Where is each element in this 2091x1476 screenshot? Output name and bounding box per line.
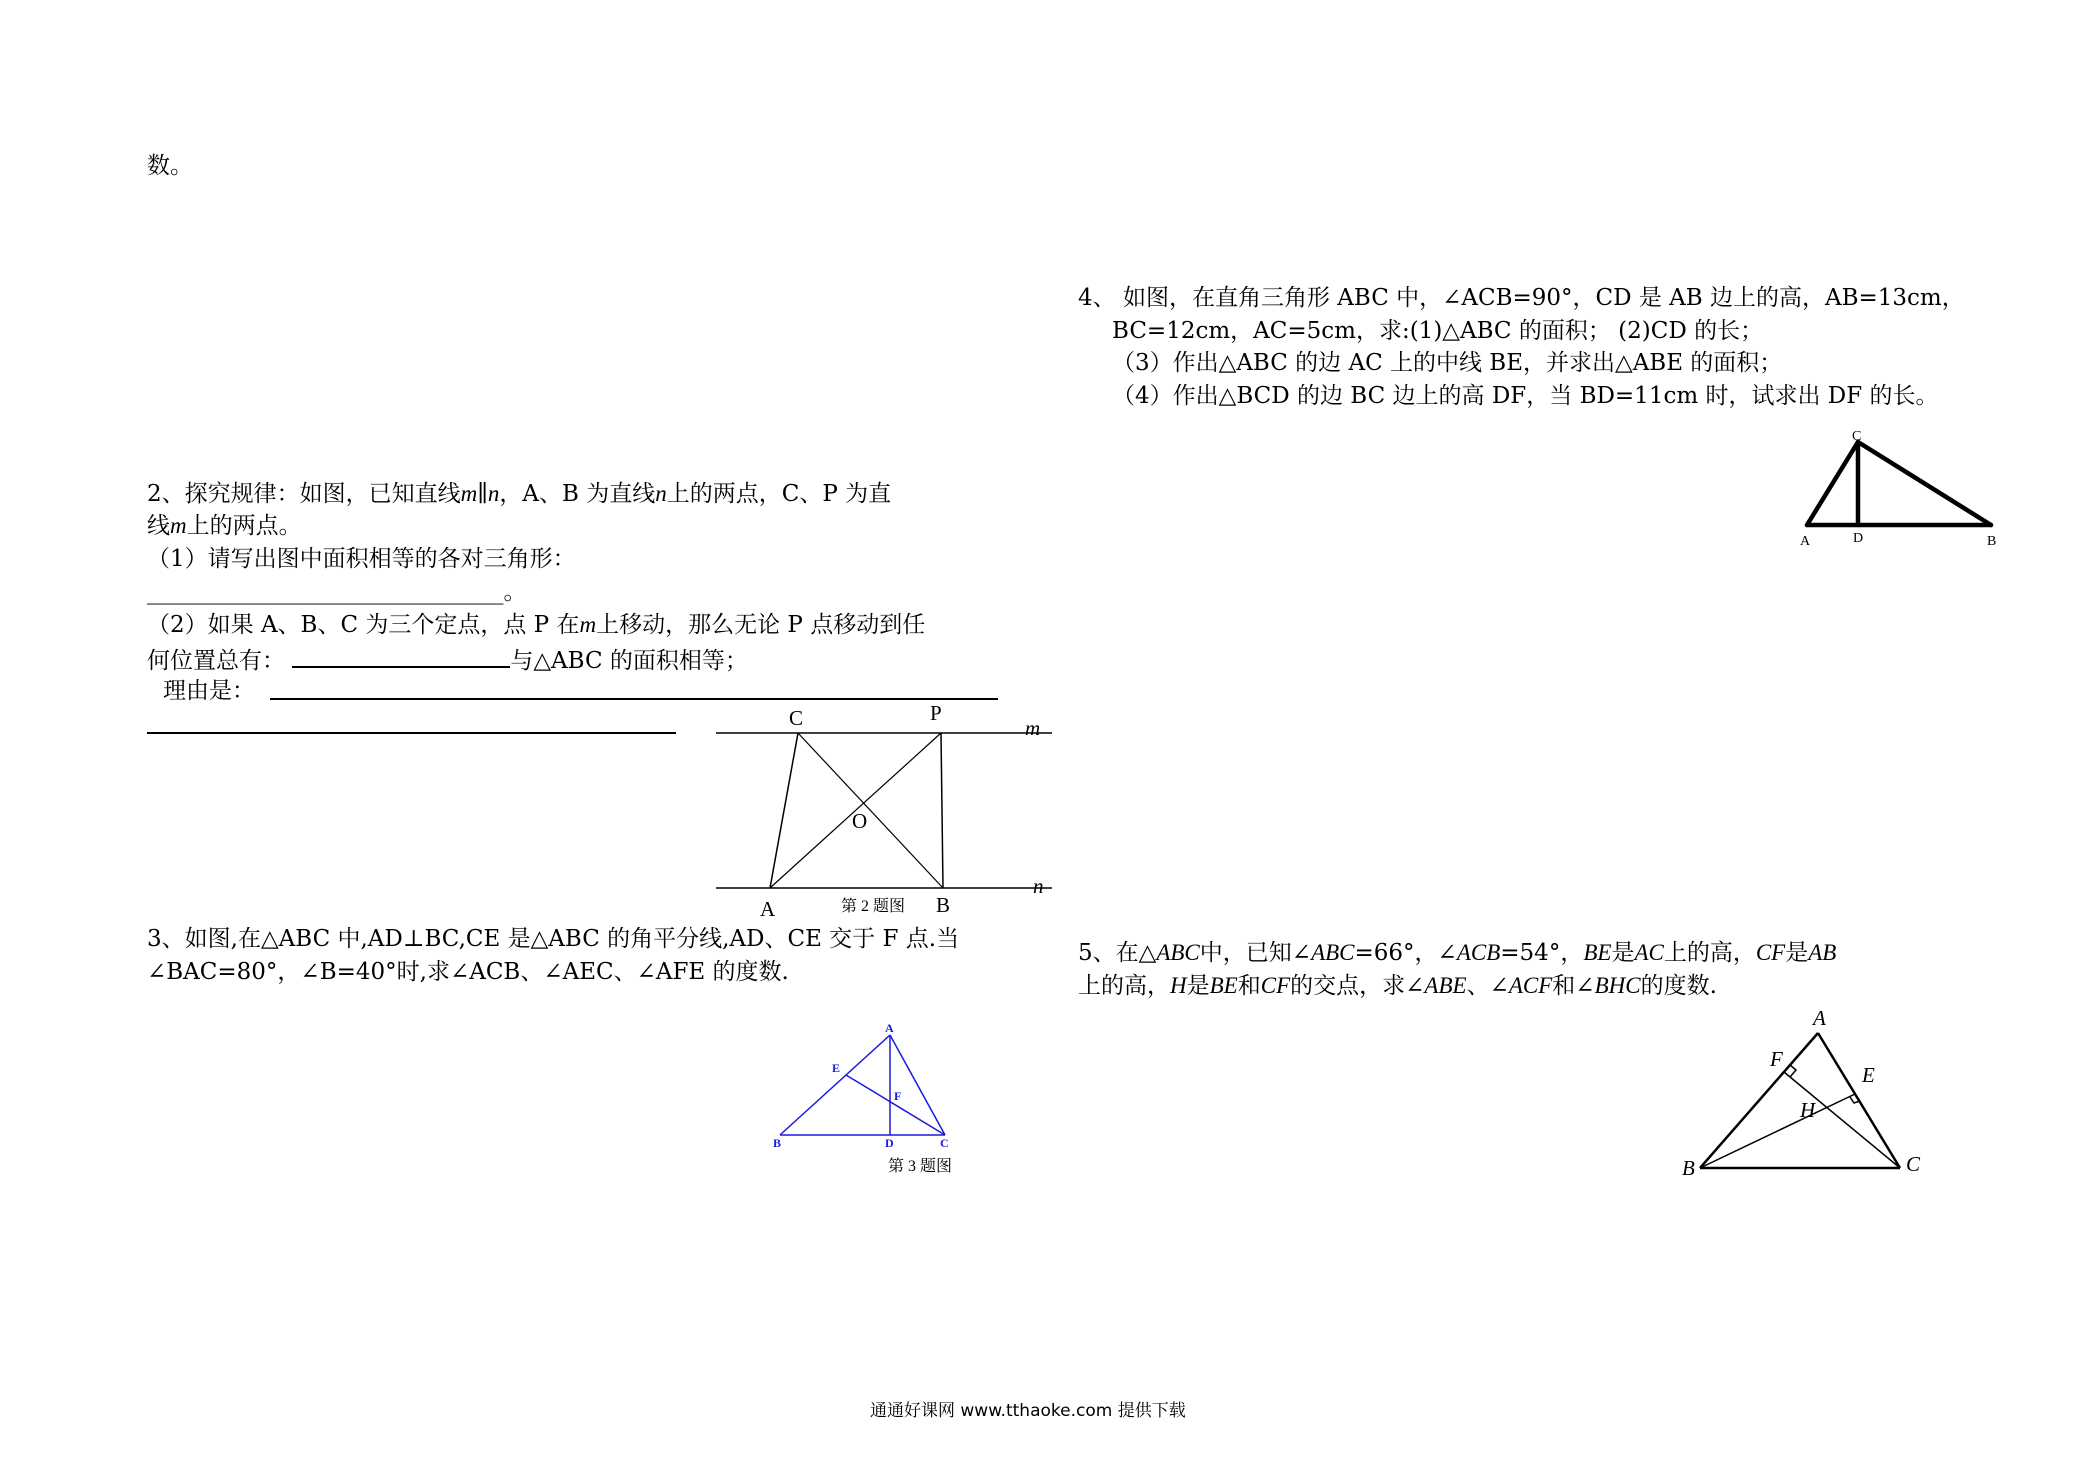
q2-var-n-2: n (655, 481, 667, 506)
q2-part2-line1-b: 上移动，那么无论 P 点移动到任 (596, 612, 926, 638)
q2-part2-line2-a: 何位置总有： (147, 648, 285, 674)
q2-line1-c: 上的两点，C、P 为直 (666, 481, 892, 507)
q2-var-m-3: m (579, 612, 597, 637)
label-F: F (894, 1089, 902, 1103)
q3-line1: 3、如图,在△ABC 中,AD⊥BC,CE 是△ABC 的角平分线,AD、CE 交于 F 点.当 (147, 926, 960, 952)
q2-line1 (147, 478, 891, 510)
q2-part2-line2 (147, 642, 748, 677)
label-H: H (1800, 1098, 1816, 1122)
segment-CB (798, 733, 943, 888)
q5-line1-f: 上的高， (1663, 940, 1756, 966)
label-E: E (832, 1061, 841, 1075)
q5-line2-g: 的度数. (1640, 973, 1717, 999)
q5-H: H (1170, 973, 1187, 998)
q2-parallel: ∥ (477, 481, 488, 507)
q5-BE-2: BE (1209, 973, 1238, 998)
side-AC (1807, 442, 1858, 525)
q2-line2-b: 上的两点。 (186, 513, 302, 539)
label-B: B (1682, 1156, 1695, 1180)
q5-ABE: ABE (1424, 973, 1467, 998)
q5-CF: CF (1755, 940, 1786, 965)
q2-figure (700, 695, 1070, 930)
label-P: P (930, 701, 942, 725)
side-AC (1818, 1033, 1900, 1168)
q5-line1 (1078, 937, 1836, 969)
q5-ABC: ABC (1156, 940, 1200, 965)
q2-line2 (147, 510, 302, 542)
q4-figure (1795, 420, 2010, 550)
q2-var-m: m (460, 481, 478, 506)
q4-line4: （4）作出△BCD 的边 BC 边上的高 DF，当 BD=11cm 时，试求出 DF 的长。 (1112, 383, 1939, 409)
label-E: E (1862, 1063, 1875, 1087)
q5-BE: BE (1583, 940, 1612, 965)
q5-CF-2: CF (1260, 973, 1291, 998)
label-B: B (773, 1136, 782, 1150)
bisector-CE (846, 1075, 945, 1135)
figure-caption: 第 2 题图 (841, 898, 906, 915)
q5-line2-e: 、∠ (1466, 973, 1509, 999)
q2-line1-a: 2、探究规律：如图，已知直线 (147, 481, 461, 507)
q5-BHC: BHC (1594, 973, 1641, 998)
label-m: m (1025, 716, 1041, 740)
segment-PB (941, 733, 943, 888)
q4-line1: 4、 如图，在直角三角形 ABC 中，∠ACB=90°，CD 是 AB 边上的高，AB=13cm， (1078, 285, 1965, 311)
figure-caption: 第 3 题图 (888, 1158, 953, 1175)
label-n: n (1033, 874, 1044, 898)
q5-line2-d: 的交点，求∠ (1290, 973, 1425, 999)
label-B: B (936, 893, 951, 917)
q2-part1-blank: _______________________________。 (147, 579, 527, 605)
label-C: C (940, 1136, 949, 1150)
altitude-BE (1700, 1094, 1855, 1168)
q5-line1-a: 5、在△ (1078, 940, 1157, 966)
q5-line2-f: 和∠ (1552, 973, 1595, 999)
label-A: A (760, 897, 776, 921)
segment-CA (770, 733, 798, 888)
q4-line2: BC=12cm，AC=5cm，求:(1)△ABC 的面积； (2)CD 的长； (1112, 318, 1764, 344)
q5-line1-b: 中，已知∠ (1199, 940, 1312, 966)
label-O: O (852, 809, 868, 833)
q5-line1-c: =66°，∠ (1354, 940, 1457, 966)
answer-blank-triangle[interactable] (292, 642, 510, 668)
q5-line2-b: 是 (1186, 973, 1210, 999)
q5-figure (1670, 1000, 1955, 1190)
q5-line2-c: 和 (1237, 973, 1261, 999)
q5-line2 (1078, 970, 1717, 1002)
label-B: B (1987, 534, 1997, 549)
label-C: C (1906, 1152, 1921, 1176)
q2-part2-line1-a: （2）如果 A、B、C 为三个定点，点 P 在 (147, 612, 580, 638)
q2-var-m-2: m (170, 513, 187, 538)
q5-AC: AC (1634, 940, 1664, 965)
q2-line2-a: 线 (147, 513, 170, 539)
right-angle-F (1790, 1065, 1796, 1077)
label-C: C (1852, 429, 1862, 444)
label-D: D (885, 1136, 894, 1150)
q5-ACF: ACF (1508, 973, 1553, 998)
q5-line2-a: 上的高， (1078, 973, 1170, 999)
q2-line1-b: ，A、B 为直线 (499, 481, 656, 507)
q5-angle-ACB: ACB (1456, 940, 1501, 965)
side-CB (1858, 442, 1991, 525)
q2-reason-label: 理由是： (163, 678, 255, 704)
q2-part2-line1 (147, 609, 925, 641)
label-A: A (1800, 534, 1811, 549)
side-AB (780, 1035, 890, 1135)
q5-line1-d: =54°， (1500, 940, 1584, 966)
q5-AB: AB (1808, 940, 1837, 965)
q5-angle-ABC: ABC (1311, 940, 1355, 965)
label-C: C (789, 706, 804, 730)
q3-figure (770, 1021, 980, 1185)
q3-line2: ∠BAC=80°，∠B=40°时,求∠ACB、∠AEC、∠AFE 的度数. (147, 959, 789, 985)
footer: 通通好课网 www.tthaoke.com 提供下载 (870, 1401, 1186, 1421)
q2-var-n: n (487, 481, 500, 506)
q5-line1-e: 是 (1611, 940, 1635, 966)
label-A: A (1813, 1006, 1826, 1030)
label-A: A (885, 1021, 894, 1035)
q2-part2-line2-b: 与△ABC 的面积相等； (510, 648, 748, 674)
q2-part1: （1）请写出图中面积相等的各对三角形： (147, 546, 576, 572)
label-F: F (1770, 1047, 1783, 1071)
q5-line1-g: 是 (1785, 940, 1809, 966)
answer-blank-reason-2[interactable] (147, 732, 676, 734)
side-AC (890, 1035, 945, 1135)
label-D: D (1853, 531, 1864, 546)
q4-line3: （3）作出△ABC 的边 AC 上的中线 BE，并求出△ABE 的面积； (1112, 350, 1783, 376)
top-fragment: 数。 (147, 153, 193, 179)
